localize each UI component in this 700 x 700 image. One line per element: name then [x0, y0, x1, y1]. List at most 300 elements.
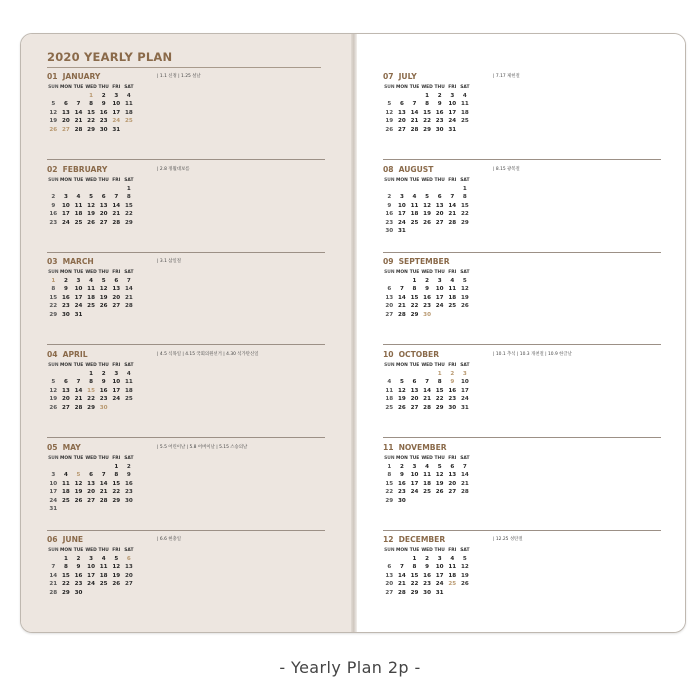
day-cell: 27 — [112, 303, 121, 310]
week-row — [383, 117, 471, 126]
weekday-label: MON — [60, 362, 72, 368]
month-name — [47, 443, 81, 452]
day-cell: 22 — [460, 211, 469, 218]
day-cell: 7 — [399, 564, 404, 571]
day-cell: 29 — [435, 404, 444, 411]
day-cell: 2 — [425, 277, 430, 284]
weekday-header — [47, 454, 135, 463]
week-row — [383, 277, 471, 286]
month-name — [383, 257, 450, 266]
day-cell: 19 — [460, 294, 469, 301]
month-divider — [383, 530, 661, 531]
day-cell: 21 — [124, 294, 133, 301]
day-cell: 3 — [450, 92, 455, 99]
week-row — [47, 210, 135, 219]
day-cell: 9 — [425, 564, 430, 571]
day-cell: 19 — [74, 489, 83, 496]
weekday-label: SUN — [384, 547, 395, 553]
day-cell: 15 — [423, 109, 431, 116]
day-cell: 19 — [99, 294, 108, 301]
day-cell: 8 — [412, 286, 417, 293]
week-row — [383, 555, 471, 564]
week-row — [383, 294, 471, 303]
day-cell: 29 — [423, 126, 431, 133]
day-cell: 7 — [114, 194, 119, 201]
day-cell: 11 — [410, 202, 419, 209]
day-cell: 25 — [385, 404, 394, 411]
day-cell: 5 — [437, 463, 442, 470]
week-row — [47, 497, 135, 506]
week-row — [47, 488, 135, 497]
weekday-label: TUE — [409, 177, 420, 183]
page-title: 2020 YEARLY PLAN — [47, 50, 173, 64]
right-page — [354, 34, 685, 632]
month-name — [383, 165, 433, 174]
weekday-header — [383, 83, 471, 92]
month-number: 12 — [383, 535, 394, 544]
weekday-label: THU — [98, 269, 109, 275]
day-cell: 2 — [101, 370, 106, 377]
day-cell: 20 — [435, 211, 444, 218]
month-label: JULY — [398, 72, 417, 81]
weekday-label: SUN — [384, 84, 395, 90]
weekday-label: FRI — [448, 547, 457, 553]
day-cell: 27 — [397, 126, 406, 133]
month-label: DECEMBER — [398, 535, 446, 544]
weekday-header — [383, 176, 471, 185]
day-cell: 22 — [61, 581, 70, 588]
calendar-grid — [47, 176, 135, 227]
day-cell: 16 — [74, 572, 83, 579]
month-number: 11 — [383, 443, 394, 452]
calendar-grid — [383, 176, 471, 236]
day-cell: 23 — [423, 303, 431, 310]
weekday-header — [383, 546, 471, 555]
day-cell: 14 — [397, 572, 406, 579]
weekday-label: FRI — [448, 84, 457, 90]
day-cell: 12 — [460, 286, 469, 293]
day-cell: 17 — [435, 294, 444, 301]
week-row — [383, 100, 471, 109]
day-cell: 30 — [397, 497, 406, 504]
day-cell: 16 — [448, 387, 457, 394]
day-cell: 20 — [385, 303, 394, 310]
month-name — [47, 350, 88, 359]
week-row — [47, 463, 135, 472]
day-cell: 26 — [423, 219, 431, 226]
day-cell: 7 — [76, 101, 81, 108]
day-cell: 13 — [61, 109, 70, 116]
day-cell: 4 — [450, 277, 455, 284]
day-cell: 28 — [49, 589, 58, 596]
day-cell: 4 — [462, 92, 467, 99]
day-cell: 8 — [412, 564, 417, 571]
day-cell: 24 — [435, 303, 444, 310]
week-row — [47, 109, 135, 118]
day-cell: 28 — [124, 303, 133, 310]
day-cell: 12 — [435, 472, 444, 479]
day-cell: 21 — [410, 118, 419, 125]
weekday-label: MON — [60, 84, 72, 90]
month-number: 01 — [47, 72, 58, 81]
day-cell: 11 — [124, 379, 133, 386]
day-cell: 16 — [385, 211, 394, 218]
day-cell: 16 — [61, 294, 70, 301]
weekday-label: MON — [396, 455, 408, 461]
day-cell: 21 — [423, 396, 431, 403]
week-row — [383, 126, 471, 135]
day-cell: 21 — [49, 581, 58, 588]
weekday-header — [47, 546, 135, 555]
day-cell: 16 — [423, 572, 431, 579]
week-row — [383, 395, 471, 404]
day-cell: 5 — [425, 194, 430, 201]
day-cell: 19 — [87, 211, 95, 218]
day-cell: 17 — [74, 294, 83, 301]
day-cell: 23 — [74, 581, 83, 588]
holiday-note: | 12.25 성탄절 — [493, 537, 523, 542]
day-cell: 11 — [74, 202, 83, 209]
calendar-grid — [47, 546, 135, 597]
week-row — [383, 193, 471, 202]
weekday-label: TUE — [73, 269, 84, 275]
day-cell: 6 — [450, 463, 455, 470]
day-cell: 15 — [385, 480, 394, 487]
day-cell: 29 — [61, 589, 70, 596]
weekday-label: MON — [60, 269, 72, 275]
day-cell: 6 — [387, 564, 392, 571]
week-row — [47, 202, 135, 211]
day-cell: 15 — [61, 572, 70, 579]
weekday-label: TUE — [409, 547, 420, 553]
day-cell: 13 — [385, 572, 394, 579]
day-cell: 16 — [124, 480, 133, 487]
day-cell: 6 — [126, 555, 131, 562]
week-row — [47, 387, 135, 396]
week-row — [47, 580, 135, 589]
day-cell: 5 — [89, 194, 94, 201]
month-label: SEPTEMBER — [398, 257, 450, 266]
day-cell: 13 — [385, 294, 394, 301]
day-cell: 10 — [435, 564, 444, 571]
day-cell: 23 — [99, 118, 108, 125]
caption: - Yearly Plan 2p - — [279, 658, 421, 677]
day-cell: 28 — [99, 497, 108, 504]
day-cell: 30 — [99, 404, 108, 411]
month-name — [383, 72, 417, 81]
day-cell: 23 — [61, 303, 70, 310]
weekday-label: FRI — [448, 269, 457, 275]
day-cell: 23 — [423, 581, 431, 588]
day-cell: 6 — [412, 379, 417, 386]
day-cell: 6 — [387, 286, 392, 293]
day-cell: 2 — [437, 92, 442, 99]
day-cell: 11 — [423, 472, 431, 479]
day-cell: 25 — [448, 303, 457, 310]
week-row — [383, 285, 471, 294]
day-cell: 11 — [385, 387, 394, 394]
day-cell: 23 — [49, 219, 58, 226]
day-cell: 9 — [76, 564, 81, 571]
week-row — [47, 505, 135, 514]
day-cell: 25 — [61, 497, 70, 504]
month-number: 09 — [383, 257, 394, 266]
day-cell: 9 — [126, 472, 131, 479]
day-cell: 26 — [74, 497, 83, 504]
holiday-note: | 5.5 어린이날 | 5.8 어버이날 | 5.15 스승의날 — [157, 445, 248, 450]
day-cell: 26 — [385, 126, 394, 133]
day-cell: 8 — [89, 101, 94, 108]
week-row — [47, 277, 135, 286]
day-cell: 21 — [397, 581, 406, 588]
week-row — [383, 210, 471, 219]
day-cell: 28 — [423, 404, 431, 411]
week-row — [47, 311, 135, 320]
week-row — [47, 193, 135, 202]
weekday-label: FRI — [112, 547, 121, 553]
left-page — [21, 34, 354, 632]
day-cell: 10 — [435, 286, 444, 293]
month-october — [383, 351, 661, 439]
day-cell: 24 — [410, 489, 419, 496]
day-cell: 4 — [412, 194, 417, 201]
day-cell: 16 — [397, 480, 406, 487]
day-cell: 26 — [397, 404, 406, 411]
day-cell: 24 — [397, 219, 406, 226]
holiday-note: | 7.17 제헌절 — [493, 74, 520, 79]
month-june — [47, 536, 325, 624]
day-cell: 17 — [435, 572, 444, 579]
day-cell: 17 — [448, 109, 457, 116]
day-cell: 27 — [385, 311, 394, 318]
month-may — [47, 444, 325, 532]
weekday-label: TUE — [73, 362, 84, 368]
week-row — [383, 387, 471, 396]
week-row — [383, 589, 471, 598]
weekday-label: MON — [60, 177, 72, 183]
day-cell: 13 — [87, 480, 95, 487]
day-cell: 30 — [423, 311, 431, 318]
day-cell: 6 — [437, 194, 442, 201]
day-cell: 12 — [49, 387, 58, 394]
planner-spread — [20, 33, 686, 633]
weekday-label: WED — [421, 177, 433, 183]
day-cell: 1 — [63, 555, 68, 562]
month-divider — [383, 159, 661, 160]
day-cell: 16 — [49, 211, 58, 218]
weekday-label: WED — [421, 362, 433, 368]
weekday-label: SUN — [48, 84, 59, 90]
week-row — [383, 185, 471, 194]
day-cell: 25 — [124, 118, 133, 125]
weekday-label: FRI — [112, 362, 121, 368]
day-cell: 10 — [112, 101, 121, 108]
month-number: 06 — [47, 535, 58, 544]
day-cell: 25 — [410, 219, 419, 226]
day-cell: 11 — [99, 564, 108, 571]
day-cell: 19 — [397, 396, 406, 403]
day-cell: 5 — [114, 555, 119, 562]
day-cell: 3 — [51, 472, 56, 479]
day-cell: 17 — [112, 387, 121, 394]
day-cell: 17 — [112, 109, 121, 116]
day-cell: 29 — [410, 311, 419, 318]
day-cell: 24 — [87, 581, 95, 588]
weekday-label: THU — [434, 455, 445, 461]
day-cell: 19 — [460, 572, 469, 579]
day-cell: 20 — [87, 489, 95, 496]
day-cell: 13 — [124, 564, 133, 571]
day-cell: 18 — [74, 211, 83, 218]
month-number: 07 — [383, 72, 394, 81]
day-cell: 10 — [61, 202, 70, 209]
day-cell: 23 — [435, 118, 444, 125]
day-cell: 3 — [114, 92, 119, 99]
week-row — [47, 185, 135, 194]
day-cell: 23 — [448, 396, 457, 403]
weekday-label: FRI — [112, 455, 121, 461]
week-row — [47, 117, 135, 126]
day-cell: 28 — [112, 219, 121, 226]
month-divider — [47, 159, 325, 160]
weekday-label: SAT — [460, 177, 470, 183]
day-cell: 22 — [87, 396, 95, 403]
weekday-label: TUE — [409, 269, 420, 275]
weekday-label: THU — [434, 269, 445, 275]
day-cell: 5 — [462, 277, 467, 284]
weekday-label: SUN — [48, 177, 59, 183]
day-cell: 10 — [410, 472, 419, 479]
day-cell: 5 — [462, 555, 467, 562]
week-row — [383, 370, 471, 379]
day-cell: 1 — [425, 92, 430, 99]
weekday-label: MON — [396, 84, 408, 90]
month-divider — [383, 252, 661, 253]
day-cell: 9 — [387, 202, 392, 209]
day-cell: 4 — [126, 92, 131, 99]
weekday-header — [383, 268, 471, 277]
day-cell: 1 — [126, 185, 131, 192]
day-cell: 27 — [448, 489, 457, 496]
day-cell: 4 — [126, 370, 131, 377]
day-cell: 30 — [99, 126, 108, 133]
day-cell: 31 — [112, 126, 121, 133]
weekday-label: WED — [85, 177, 97, 183]
day-cell: 4 — [89, 277, 94, 284]
day-cell: 29 — [124, 219, 133, 226]
weekday-label: SUN — [384, 269, 395, 275]
day-cell: 2 — [399, 463, 404, 470]
weekday-header — [47, 268, 135, 277]
day-cell: 14 — [410, 109, 419, 116]
day-cell: 5 — [76, 472, 81, 479]
day-cell: 11 — [460, 101, 469, 108]
day-cell: 4 — [76, 194, 81, 201]
weekday-label: WED — [85, 84, 97, 90]
week-row — [47, 378, 135, 387]
day-cell: 29 — [87, 126, 95, 133]
day-cell: 9 — [450, 379, 455, 386]
day-cell: 15 — [87, 109, 95, 116]
month-number: 05 — [47, 443, 58, 452]
day-cell: 12 — [87, 202, 95, 209]
day-cell: 29 — [112, 497, 121, 504]
week-row — [47, 100, 135, 109]
day-cell: 2 — [51, 194, 56, 201]
day-cell: 26 — [460, 303, 469, 310]
day-cell: 1 — [387, 463, 392, 470]
month-divider — [47, 437, 325, 438]
week-row — [383, 404, 471, 413]
weekday-label: SAT — [460, 362, 470, 368]
day-cell: 28 — [460, 489, 469, 496]
week-row — [383, 302, 471, 311]
weekday-label: SAT — [460, 84, 470, 90]
binding-spine — [351, 34, 357, 632]
day-cell: 22 — [385, 489, 394, 496]
day-cell: 8 — [437, 379, 442, 386]
day-cell: 4 — [425, 463, 430, 470]
day-cell: 12 — [99, 286, 108, 293]
weekday-label: SUN — [384, 362, 395, 368]
day-cell: 22 — [124, 211, 133, 218]
day-cell: 21 — [460, 480, 469, 487]
day-cell: 6 — [114, 277, 119, 284]
day-cell: 21 — [397, 303, 406, 310]
month-label: FEBRUARY — [62, 165, 108, 174]
day-cell: 2 — [425, 555, 430, 562]
day-cell: 15 — [112, 480, 121, 487]
day-cell: 7 — [101, 472, 106, 479]
week-row — [47, 370, 135, 379]
week-row — [47, 555, 135, 564]
day-cell: 10 — [74, 286, 83, 293]
day-cell: 6 — [89, 472, 94, 479]
month-december — [383, 536, 661, 624]
day-cell: 10 — [460, 379, 469, 386]
day-cell: 25 — [87, 303, 95, 310]
holiday-note: | 3.1 삼일절 — [157, 259, 181, 264]
day-cell: 1 — [89, 92, 94, 99]
month-label: JANUARY — [62, 72, 101, 81]
day-cell: 30 — [435, 126, 444, 133]
day-cell: 27 — [61, 126, 70, 133]
day-cell: 2 — [450, 370, 455, 377]
title-divider — [47, 67, 321, 68]
day-cell: 9 — [63, 286, 68, 293]
weekday-label: TUE — [73, 547, 84, 553]
day-cell: 2 — [63, 277, 68, 284]
weekday-label: TUE — [73, 84, 84, 90]
weekday-label: WED — [421, 84, 433, 90]
day-cell: 12 — [385, 109, 394, 116]
day-cell: 14 — [74, 109, 83, 116]
month-label: MARCH — [62, 257, 94, 266]
day-cell: 24 — [61, 219, 70, 226]
day-cell: 24 — [460, 396, 469, 403]
weekday-label: SAT — [124, 362, 134, 368]
day-cell: 25 — [74, 219, 83, 226]
weekday-label: SAT — [124, 177, 134, 183]
day-cell: 25 — [124, 396, 133, 403]
day-cell: 22 — [410, 303, 419, 310]
day-cell: 19 — [112, 572, 121, 579]
day-cell: 15 — [124, 202, 133, 209]
day-cell: 1 — [114, 463, 119, 470]
month-name — [383, 443, 447, 452]
holiday-note: | 1.1 신정 | 1.25 설날 — [157, 74, 201, 79]
day-cell: 13 — [61, 387, 70, 394]
